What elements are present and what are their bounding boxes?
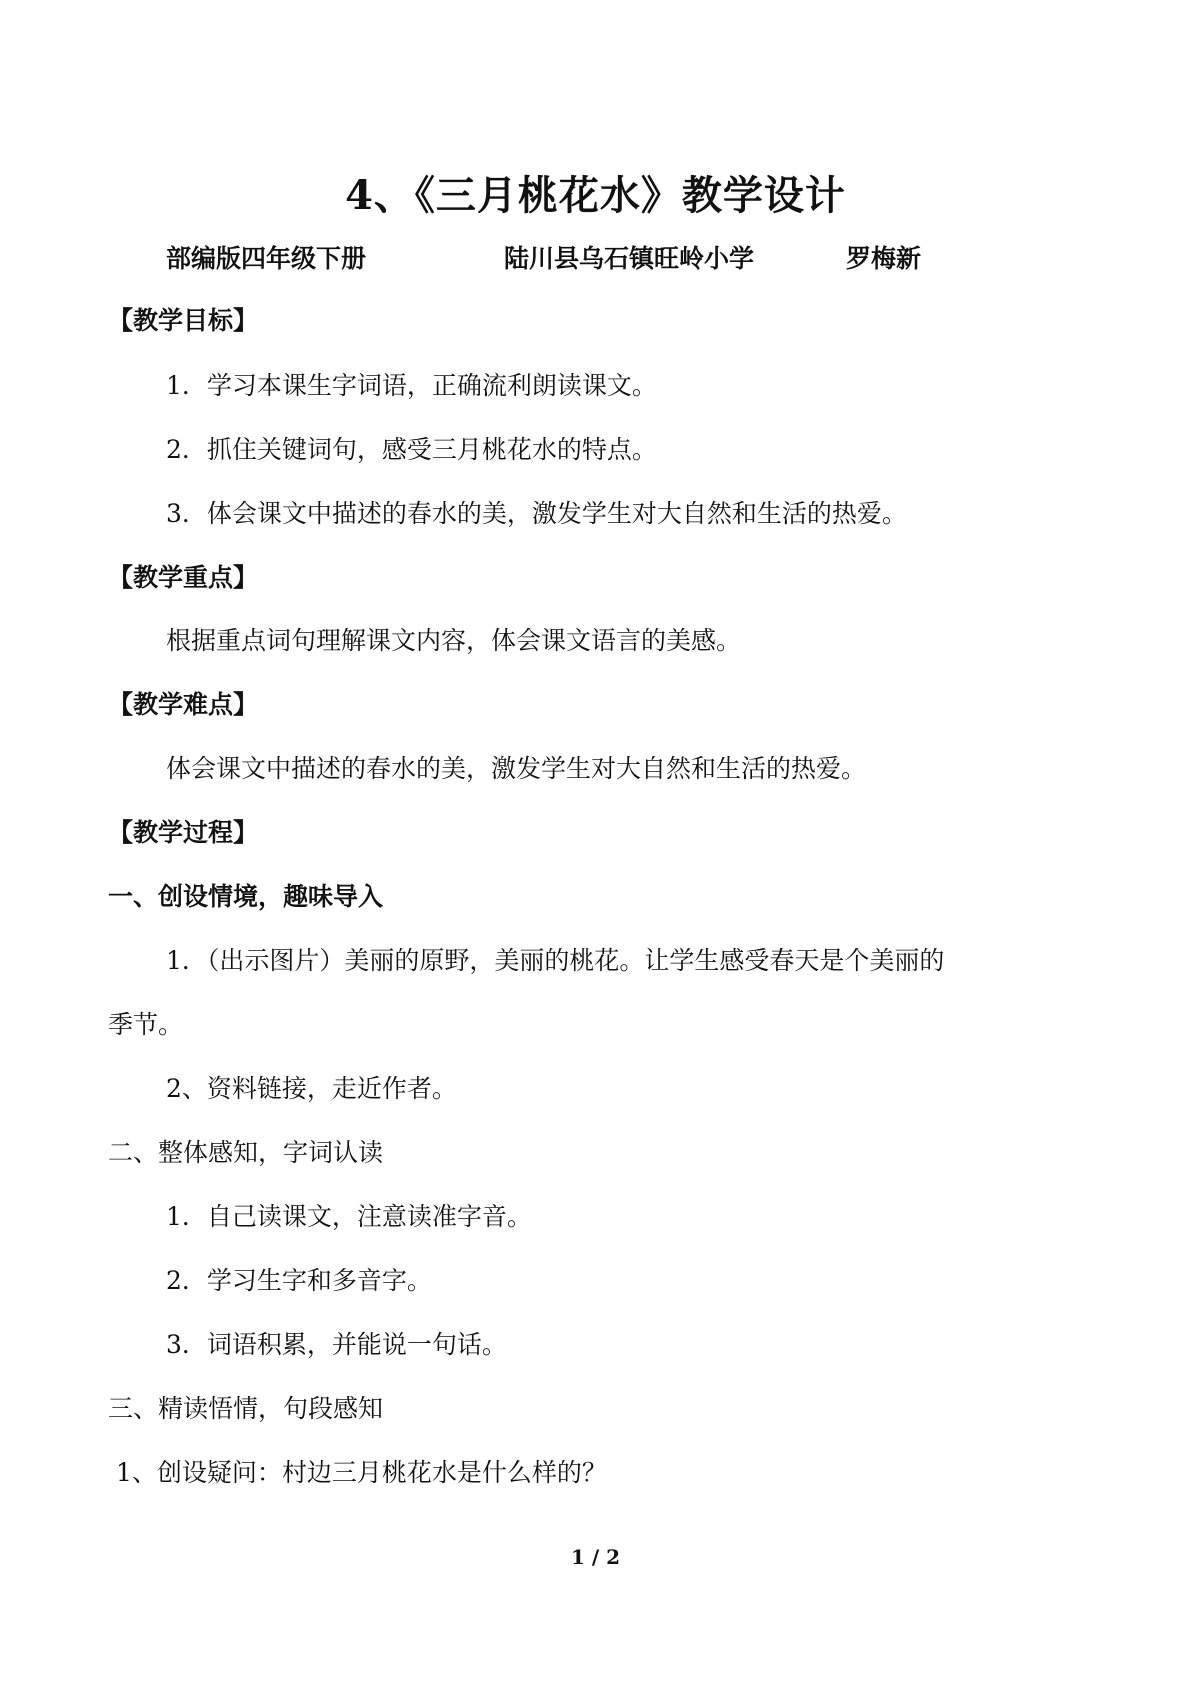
process-heading: 【教学过程】 [108,818,259,847]
textbook-info: 部编版四年级下册 [166,244,367,273]
goal-item-2: 2．抓住关键词句，感受三月桃花水的特点。 [166,435,657,464]
process-part1-item1-line2: 季节。 [108,1010,184,1039]
school-name: 陆川县乌石镇旺岭小学 [504,244,755,273]
goal-item-3: 3．体会课文中描述的春水的美，激发学生对大自然和生活的热爱。 [166,499,907,528]
page-title: 4、《三月桃花水》教学设计 [345,172,846,219]
process-part2-title: 二、整体感知，字词认读 [108,1138,384,1167]
goals-heading: 【教学目标】 [108,306,259,335]
process-part2-item3: 3．词语积累，并能说一句话。 [166,1330,507,1359]
author-name: 罗梅新 [846,244,922,273]
process-part1-item1-line1: 1．（出示图片）美丽的原野，美丽的桃花。让学生感受春天是个美丽的 [166,946,945,975]
process-part1-title: 一、创设情境，趣味导入 [108,882,384,911]
goal-item-1: 1．学习本课生字词语，正确流利朗读课文。 [166,371,657,400]
key-points-heading: 【教学重点】 [108,563,259,592]
process-part3-item1: 1、创设疑问：村边三月桃花水是什么样的？ [116,1458,607,1487]
page-number: 1 / 2 [570,1545,621,1569]
process-part2-item1: 1．自己读课文，注意读准字音。 [166,1202,532,1231]
difficulty-heading: 【教学难点】 [108,690,259,719]
process-part2-item2: 2．学习生字和多音字。 [166,1266,432,1295]
process-part1-item2: 2、资料链接，走近作者。 [166,1074,457,1103]
process-part3-title: 三、精读悟情，句段感知 [108,1394,384,1423]
difficulty-text: 体会课文中描述的春水的美，激发学生对大自然和生活的热爱。 [166,754,867,783]
key-points-text: 根据重点词句理解课文内容，体会课文语言的美感。 [166,626,742,655]
